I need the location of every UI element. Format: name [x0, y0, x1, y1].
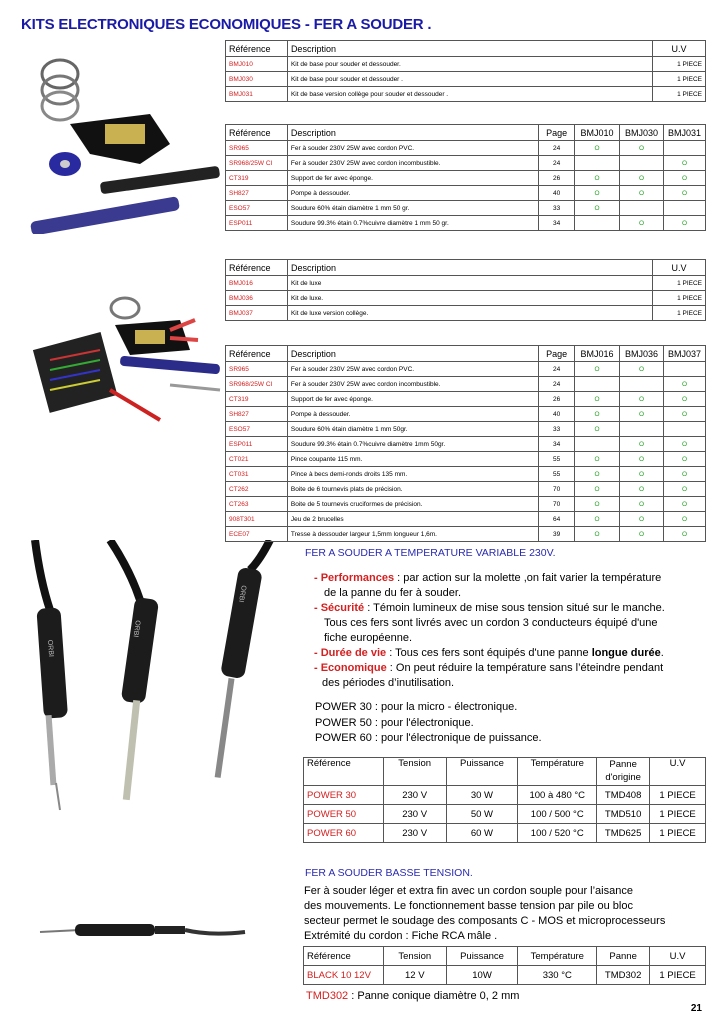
- ref-link[interactable]: ECE07: [226, 527, 288, 542]
- variable-iron-table: [303, 757, 706, 843]
- inclusion-marker: O: [575, 482, 620, 497]
- ref-link[interactable]: BMJ016: [226, 276, 288, 291]
- inclusion-marker: [575, 437, 620, 452]
- low-desc-line: secteur permet le soudage des composants C - MOS et microprocesseurs: [304, 915, 666, 927]
- description-cell: Pompe à dessouder.: [287, 407, 538, 422]
- ref-link[interactable]: CT319: [226, 392, 288, 407]
- desoldering-pump-icon: [30, 196, 180, 234]
- col-tip-line1: Panne: [609, 759, 637, 770]
- soldering-iron-icon: [215, 540, 270, 778]
- lifetime-label: - Durée de vie: [314, 647, 387, 659]
- uv-cell: 1 PIECE: [650, 824, 706, 843]
- inclusion-marker: O: [663, 377, 705, 392]
- economic-text-2: des périodes d’inutilisation.: [322, 677, 455, 689]
- tip-cell: TMD625: [597, 824, 650, 843]
- page-cell: 55: [539, 467, 575, 482]
- inclusion-marker: O: [620, 171, 664, 186]
- col-reference: Référence: [304, 758, 384, 786]
- coil-stand-icon: [42, 60, 78, 120]
- page-title: KITS ELECTRONIQUES ECONOMIQUES - FER A SOUDER .: [21, 16, 432, 33]
- lifetime-end: .: [660, 647, 664, 659]
- soldering-iron-icon: [110, 540, 159, 800]
- inclusion-marker: O: [620, 527, 664, 542]
- ref-link[interactable]: BMJ037: [226, 306, 288, 321]
- power50-usage: POWER 50 : pour l'électronique.: [315, 716, 474, 729]
- col-reference: Référence: [226, 260, 288, 276]
- lifetime-text: : Tous ces fers sont équipés d'une panne: [386, 647, 592, 659]
- table-row: [304, 805, 706, 824]
- page-cell: 55: [539, 452, 575, 467]
- inclusion-marker: O: [620, 141, 664, 156]
- soldering-iron-icon: [170, 385, 220, 390]
- ref-link[interactable]: ESP011: [226, 216, 288, 231]
- inclusion-marker: [663, 422, 705, 437]
- col-page: Page: [539, 346, 575, 362]
- table-row: [226, 467, 706, 482]
- col-uv: U.V: [653, 260, 706, 276]
- brand-label: ORBI: [46, 639, 55, 658]
- table-row: [226, 512, 706, 527]
- performance-text: : par action sur la molette ,on fait varier la température: [394, 572, 662, 584]
- uv-cell: 1 PIECE: [653, 291, 706, 306]
- col-page: Page: [539, 125, 575, 141]
- page-cell: 24: [539, 156, 575, 171]
- col-tip: Panne: [597, 947, 650, 966]
- sponge-icon: [105, 124, 145, 144]
- tip-note-ref[interactable]: TMD302: [306, 990, 349, 1002]
- kit-basic-table: [225, 40, 706, 102]
- table-row: [226, 72, 706, 87]
- performance-label: - Performances: [314, 572, 395, 584]
- col-tip-line2: d'origine: [605, 772, 641, 783]
- inclusion-marker: O: [575, 422, 620, 437]
- col-kit: BMJ016: [575, 346, 620, 362]
- low-desc-line: Fer à souder léger et extra fin avec un cordon souple pour l’aisance: [304, 885, 633, 897]
- page-cell: 34: [539, 437, 575, 452]
- ref-link[interactable]: BMJ031: [226, 87, 288, 102]
- inclusion-marker: O: [620, 407, 664, 422]
- description-cell: Jeu de 2 brucelles: [287, 512, 538, 527]
- tip-cell: TMD510: [597, 805, 650, 824]
- ref-link[interactable]: BMJ036: [226, 291, 288, 306]
- inclusion-marker: O: [620, 497, 664, 512]
- col-temperature: Température: [518, 758, 597, 786]
- ref-link[interactable]: 908T301: [226, 512, 288, 527]
- inclusion-marker: O: [575, 512, 620, 527]
- table-row: [226, 392, 706, 407]
- col-uv: U.V: [650, 758, 706, 786]
- ref-link[interactable]: SR965: [226, 362, 288, 377]
- inclusion-marker: [663, 141, 705, 156]
- ref-link[interactable]: ESP011: [226, 437, 288, 452]
- temperature-cell: 100 / 520 °C: [518, 824, 597, 843]
- uv-cell: 1 PIECE: [650, 805, 706, 824]
- low-voltage-heading: FER A SOUDER BASSE TENSION.: [305, 867, 473, 879]
- ref-link[interactable]: CT263: [226, 497, 288, 512]
- table-row: [226, 422, 706, 437]
- temperature-cell: 100 à 480 °C: [518, 786, 597, 805]
- inclusion-marker: O: [575, 392, 620, 407]
- table-row: [226, 306, 706, 321]
- col-reference: Référence: [304, 947, 384, 966]
- page-cell: 26: [539, 392, 575, 407]
- variable-heading: FER A SOUDER A TEMPERATURE VARIABLE 230V.: [305, 547, 556, 559]
- inclusion-marker: O: [575, 467, 620, 482]
- inclusion-marker: O: [663, 512, 705, 527]
- screwdriver-set-icon: [33, 332, 117, 413]
- security-label: - Sécurité: [314, 602, 365, 614]
- performance-text-2: de la panne du fer à souder.: [324, 587, 461, 599]
- ref-link[interactable]: POWER 60: [304, 824, 384, 843]
- inclusion-marker: O: [620, 452, 664, 467]
- description-cell: Fer à souder 230V 25W avec cordon incombustible.: [287, 156, 538, 171]
- security-text-3: fiche européenne.: [324, 632, 413, 644]
- ref-link[interactable]: BLACK 10 12V: [304, 966, 384, 985]
- tip-note: [306, 989, 519, 1004]
- col-description: Description: [287, 41, 652, 57]
- col-reference: Référence: [226, 41, 288, 57]
- inclusion-marker: O: [620, 186, 664, 201]
- uv-cell: 1 PIECE: [653, 276, 706, 291]
- page-cell: 33: [539, 201, 575, 216]
- inclusion-marker: [620, 201, 664, 216]
- description-cell: Kit de base version collège pour souder et dessouder .: [287, 87, 652, 102]
- description-cell: Soudure 99.3% étain 0.7%cuivre diamètre 1mm 50gr.: [287, 437, 538, 452]
- brand-label: ORBI: [237, 584, 247, 603]
- table-row: [304, 966, 706, 985]
- kit-luxe-table: [225, 259, 706, 321]
- inclusion-marker: [620, 422, 664, 437]
- page-cell: 24: [539, 377, 575, 392]
- power-cell: 60 W: [446, 824, 518, 843]
- page-cell: 39: [539, 527, 575, 542]
- page-cell: 40: [539, 186, 575, 201]
- ref-link[interactable]: CT021: [226, 452, 288, 467]
- table-row: [226, 291, 706, 306]
- soldering-iron-icon: [35, 540, 68, 810]
- table-row: [226, 216, 706, 231]
- inclusion-marker: O: [620, 482, 664, 497]
- description-cell: Kit de base pour souder et dessouder.: [287, 57, 652, 72]
- inclusion-marker: O: [663, 467, 705, 482]
- description-cell: Kit de luxe: [287, 276, 652, 291]
- uv-cell: 1 PIECE: [653, 57, 706, 72]
- low-voltage-description: [304, 884, 704, 944]
- col-reference: Référence: [226, 346, 288, 362]
- inclusion-marker: O: [575, 527, 620, 542]
- low-desc-line: des mouvements. Le fonctionnement basse tension par pile ou bloc: [304, 900, 633, 912]
- lifetime-bold: longue durée: [591, 647, 661, 659]
- table-row: [304, 786, 706, 805]
- inclusion-marker: O: [620, 437, 664, 452]
- inclusion-marker: O: [663, 437, 705, 452]
- ref-link[interactable]: SR968/25W CI: [226, 156, 288, 171]
- description-cell: Fer à souder 230V 25W avec cordon PVC.: [287, 141, 538, 156]
- inclusion-marker: [575, 156, 620, 171]
- inclusion-marker: O: [663, 171, 705, 186]
- power-usage: [315, 700, 542, 747]
- description-cell: Boite de 6 tournevis plats de précision.: [287, 482, 538, 497]
- economic-label: - Economique: [314, 662, 387, 674]
- inclusion-marker: O: [575, 497, 620, 512]
- inclusion-marker: O: [663, 186, 705, 201]
- ref-link[interactable]: SR968/25W CI: [226, 377, 288, 392]
- description-cell: Tresse à dessouder largeur 1,5mm longueur 1,6m.: [287, 527, 538, 542]
- table-row: [226, 87, 706, 102]
- inclusion-marker: [575, 377, 620, 392]
- page-cell: 34: [539, 216, 575, 231]
- uv-cell: 1 PIECE: [650, 786, 706, 805]
- inclusion-marker: O: [620, 392, 664, 407]
- col-kit: BMJ036: [620, 346, 664, 362]
- inclusion-marker: O: [620, 362, 664, 377]
- economic-text: : On peut réduire la température sans l’éteindre pendant: [386, 662, 664, 674]
- page-cell: 70: [539, 482, 575, 497]
- inclusion-marker: O: [663, 216, 705, 231]
- col-voltage: Tension: [383, 758, 446, 786]
- ref-link[interactable]: BMJ010: [226, 57, 288, 72]
- inclusion-marker: O: [575, 201, 620, 216]
- description-cell: Boite de 5 tournevis cruciformes de précision.: [287, 497, 538, 512]
- description-cell: Fer à souder 230V 25W avec cordon PVC.: [287, 362, 538, 377]
- ref-link[interactable]: SH827: [226, 186, 288, 201]
- inclusion-marker: [575, 216, 620, 231]
- variable-features: [314, 571, 704, 691]
- uv-cell: 1 PIECE: [653, 72, 706, 87]
- inclusion-marker: O: [663, 482, 705, 497]
- voltage-cell: 230 V: [383, 805, 446, 824]
- description-cell: Support de fer avec éponge.: [287, 171, 538, 186]
- description-cell: Fer à souder 230V 25W avec cordon incombustible.: [287, 377, 538, 392]
- voltage-cell: 12 V: [383, 966, 446, 985]
- page-number: 21: [690, 1003, 702, 1014]
- table-row: [226, 141, 706, 156]
- power-cell: 50 W: [446, 805, 518, 824]
- col-reference: Référence: [226, 125, 288, 141]
- inclusion-marker: O: [663, 392, 705, 407]
- inclusion-marker: O: [620, 216, 664, 231]
- uv-cell: 1 PIECE: [653, 306, 706, 321]
- soldering-iron-icon: [100, 166, 221, 195]
- page-cell: 26: [539, 171, 575, 186]
- description-cell: Pompe à dessouder.: [287, 186, 538, 201]
- table-row: [226, 482, 706, 497]
- basic-kit-photo: [20, 44, 225, 234]
- col-kit: BMJ031: [663, 125, 705, 141]
- table-row: [226, 452, 706, 467]
- ref-link[interactable]: SH827: [226, 407, 288, 422]
- table-row: [226, 497, 706, 512]
- inclusion-marker: [663, 362, 705, 377]
- page-cell: 33: [539, 422, 575, 437]
- inclusion-marker: O: [575, 186, 620, 201]
- low-voltage-table: [303, 946, 706, 985]
- tip-note-text: : Panne conique diamètre 0, 2 mm: [348, 990, 520, 1002]
- table-row: [226, 186, 706, 201]
- col-description: Description: [287, 260, 652, 276]
- voltage-cell: 230 V: [383, 824, 446, 843]
- inclusion-marker: [620, 377, 664, 392]
- inclusion-marker: O: [575, 452, 620, 467]
- security-text-2: Tous ces fers sont livrés avec un cordon 3 conducteurs équipé d'une: [324, 617, 658, 629]
- low-voltage-iron-photo: [20, 910, 250, 950]
- luxe-kit-photo: [20, 290, 225, 440]
- inclusion-marker: O: [663, 452, 705, 467]
- ref-link[interactable]: POWER 30: [304, 786, 384, 805]
- table-row: [304, 824, 706, 843]
- page-cell: 64: [539, 512, 575, 527]
- ref-link[interactable]: CT262: [226, 482, 288, 497]
- table-row: [226, 362, 706, 377]
- power60-usage: POWER 60 : pour l'électronique de puissance.: [315, 732, 542, 744]
- tip-cell: TMD408: [597, 786, 650, 805]
- inclusion-marker: O: [663, 497, 705, 512]
- col-temperature: Température: [518, 947, 597, 966]
- col-uv: U.V: [650, 947, 706, 966]
- kit-basic-contents-table: [225, 124, 706, 231]
- temperature-cell: 330 °C: [518, 966, 597, 985]
- variable-irons-photo: [10, 540, 295, 850]
- table-row: [226, 276, 706, 291]
- col-kit: BMJ037: [663, 346, 705, 362]
- description-cell: Pince à becs demi-ronds droits 135 mm.: [287, 467, 538, 482]
- ref-link[interactable]: CT031: [226, 467, 288, 482]
- col-power: Puissance: [446, 758, 518, 786]
- description-cell: Soudure 60% étain diamètre 1 mm 50 gr.: [287, 201, 538, 216]
- table-row: [226, 171, 706, 186]
- low-desc-line: Extrémité du cordon : Fiche RCA mâle .: [304, 930, 498, 942]
- col-description: Description: [287, 346, 538, 362]
- voltage-cell: 230 V: [383, 786, 446, 805]
- description-cell: Support de fer avec éponge.: [287, 392, 538, 407]
- col-uv: U.V: [653, 41, 706, 57]
- description-cell: Soudure 99.3% étain 0.7%cuivre diamètre 1 mm 50 gr.: [287, 216, 538, 231]
- ref-link[interactable]: SR965: [226, 141, 288, 156]
- uv-cell: 1 PIECE: [650, 966, 706, 985]
- security-text: : Témoin lumineux de mise sous tension situé sur le manche.: [364, 602, 665, 614]
- inclusion-marker: O: [663, 407, 705, 422]
- inclusion-marker: O: [663, 527, 705, 542]
- power-cell: 30 W: [446, 786, 518, 805]
- power30-usage: POWER 30 : pour la micro - électronique.: [315, 701, 518, 713]
- inclusion-marker: [620, 156, 664, 171]
- inclusion-marker: O: [620, 467, 664, 482]
- table-row: [226, 377, 706, 392]
- ref-link[interactable]: ESO57: [226, 201, 288, 216]
- page-cell: 40: [539, 407, 575, 422]
- description-cell: Kit de luxe.: [287, 291, 652, 306]
- page-cell: 24: [539, 141, 575, 156]
- ref-link[interactable]: CT319: [226, 171, 288, 186]
- description-cell: Soudure 60% étain diamètre 1 mm 50gr.: [287, 422, 538, 437]
- col-tip: [597, 758, 650, 786]
- description-cell: Pince coupante 115 mm.: [287, 452, 538, 467]
- inclusion-marker: O: [663, 156, 705, 171]
- table-row: [226, 156, 706, 171]
- brand-label: ORBI: [131, 619, 141, 638]
- inclusion-marker: O: [575, 171, 620, 186]
- table-row: [226, 201, 706, 216]
- sponge-icon: [135, 330, 165, 344]
- page-cell: 70: [539, 497, 575, 512]
- tip-cell: TMD302: [597, 966, 650, 985]
- ref-link[interactable]: BMJ030: [226, 72, 288, 87]
- description-cell: Kit de luxe version collège.: [287, 306, 652, 321]
- table-row: [226, 437, 706, 452]
- inclusion-marker: [663, 201, 705, 216]
- power-cell: 10W: [446, 966, 518, 985]
- tweezers-icon: [110, 390, 160, 420]
- inclusion-marker: O: [620, 512, 664, 527]
- inclusion-marker: O: [575, 141, 620, 156]
- col-kit: BMJ030: [620, 125, 664, 141]
- coil-stand-icon: [111, 298, 139, 318]
- description-cell: Kit de base pour souder et dessouder .: [287, 72, 652, 87]
- ref-link[interactable]: ESO57: [226, 422, 288, 437]
- kit-luxe-contents-table: [225, 345, 706, 542]
- soldering-iron-icon: [40, 924, 245, 936]
- page-cell: 24: [539, 362, 575, 377]
- uv-cell: 1 PIECE: [653, 87, 706, 102]
- ref-link[interactable]: POWER 50: [304, 805, 384, 824]
- inclusion-marker: O: [575, 407, 620, 422]
- desoldering-pump-icon: [120, 356, 220, 375]
- table-row: [226, 527, 706, 542]
- temperature-cell: 100 / 500 °C: [518, 805, 597, 824]
- table-row: [226, 57, 706, 72]
- col-power: Puissance: [446, 947, 518, 966]
- col-description: Description: [287, 125, 538, 141]
- table-row: [226, 407, 706, 422]
- col-kit: BMJ010: [575, 125, 620, 141]
- col-voltage: Tension: [383, 947, 446, 966]
- inclusion-marker: O: [575, 362, 620, 377]
